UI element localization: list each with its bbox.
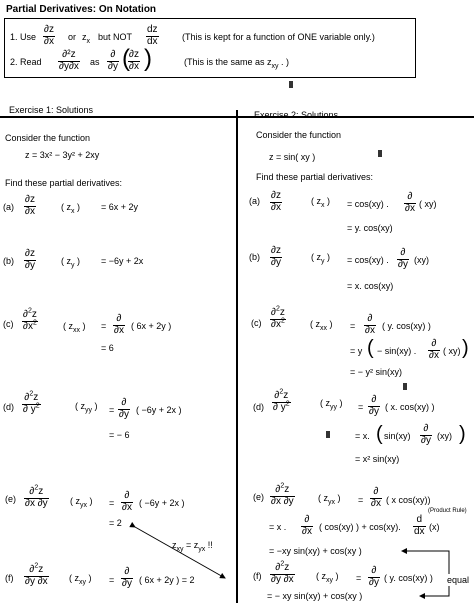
ex1-c-eq: =: [101, 321, 107, 331]
ex2-b-line2: = x. cos(xy): [347, 281, 394, 291]
ex2-c-line2c: ( xy): [443, 346, 461, 356]
ex2-e-label: (e): [253, 492, 264, 502]
notation-row2-note: (This is the same as $z_{xy}$ . ): [184, 57, 290, 70]
ex2-d-dy: ∂ ∂y: [369, 394, 379, 417]
ex2-f-label: (f): [253, 571, 262, 581]
ex2-e-ddx: $\frac{d}{dx}$: [414, 514, 425, 537]
close-paren: ): [144, 45, 152, 72]
ex1-f-expr: ( 6x + 2y ) = 2: [139, 575, 195, 585]
ex2-a-frac: $\frac{\partial z}{\partial x}$: [271, 190, 281, 213]
ex2-f-frac: $\frac{\partial^2z}{\partial y \partial x}$: [271, 560, 294, 585]
ex2-d-dy2: ∂ ∂y: [421, 423, 431, 446]
ex1-d-frac: $\frac{\partial^2z}{\partial y^2}$: [23, 390, 40, 415]
ex2-b-dy: ∂ ∂y: [398, 247, 408, 270]
ex2-e-line2c: (x): [429, 522, 440, 532]
ex1-f-label: (f): [5, 573, 14, 583]
ex2-e-line1: =: [358, 495, 364, 505]
exercise1-function: z = 3x² − 3y² + 2xy: [25, 150, 100, 160]
ex2-c-label: (c): [251, 318, 262, 328]
ex2-d-zyy: ( $z_{yy}$ ): [320, 398, 343, 411]
ex2-c-line2b: − sin(xy) .: [377, 346, 417, 356]
ex2-c-line3: = − y² sin(xy): [350, 367, 403, 377]
ex1-c-expr: ( 6x + 2y ): [131, 321, 172, 331]
equal-arrow-ex1: [135, 527, 225, 578]
ex2-f-zxy: ( $z_{xy}$ ): [316, 571, 339, 584]
page-title: Partial Derivatives: On Notation: [6, 4, 157, 15]
ex1-e-zyx: ( $z_{yx}$ ): [70, 496, 93, 509]
ex2-f-line1: =: [356, 573, 362, 583]
or-text: or: [68, 32, 77, 42]
ex1-b-result: = −6y + 2x: [101, 256, 144, 266]
ordinary-derivative-frac: $\frac{dz}{dx}$: [147, 24, 158, 47]
ex2-b-zy: ( $z_y$ ): [311, 252, 330, 265]
exercise2-find: Find these partial derivatives:: [256, 172, 374, 182]
ex1-a-frac: $\frac{\partial z}{\partial x}$: [25, 194, 35, 217]
ex2-b-frac: $\frac{\partial z}{\partial y}$: [271, 245, 281, 268]
ex2-a-dx: ∂ ∂x: [405, 191, 415, 214]
ex1-f-eq: =: [109, 575, 115, 585]
ex1-a-label: (a): [3, 202, 14, 212]
equal-label: equal: [447, 575, 470, 585]
ex2-d-frac: $\frac{\partial^2z}{\partial y^2}$: [273, 388, 290, 413]
ex1-d-zyy: ( $z_{yy}$ ): [75, 401, 98, 414]
ex1-f-zxy: ( $z_{xy}$ ): [69, 573, 92, 586]
partial-z-x-frac: $\frac{\partial z}{\partial x}$: [44, 24, 54, 47]
notation-row1-note: (This is kept for a function of ONE variable only.): [182, 32, 375, 42]
ex1-c-frac: $\frac{\partial^2z}{\partial x^2}$: [23, 307, 37, 332]
ex2-e-line2: = x .: [269, 522, 287, 532]
mixed-partial-frac: $\frac{\text{∂²z}}{\partial y\partial x}$: [59, 49, 79, 72]
ex1-b-zy: ( $z_y$ ): [61, 256, 80, 269]
ex1-d-result: = − 6: [109, 430, 130, 440]
outer-partial-y-frac: ∂ ∂y: [108, 49, 118, 72]
ex2-c-line2: = y: [350, 346, 363, 356]
equal-arrow-ex2-bottom: [420, 586, 449, 596]
ex2-c-dx: ∂ ∂x: [365, 313, 375, 336]
ex2-d-line2: = x.: [355, 431, 370, 441]
ex1-c-result: = 6: [101, 343, 114, 353]
product-rule-note: (Product Rule): [428, 508, 467, 514]
ex1-e-expr: ( −6y + 2x ): [139, 498, 185, 508]
ex2-d-line1b: ( x. cos(xy) ): [385, 402, 435, 412]
ex2-c-bracket-open: (: [367, 337, 374, 359]
ex2-a-line1b: ( xy): [419, 199, 437, 209]
ex2-a-zx: ( $z_x$ ): [311, 196, 330, 209]
ex2-b-label: (b): [249, 252, 260, 262]
open-paren: (: [122, 45, 130, 72]
ex2-a-label: (a): [249, 196, 260, 206]
as-text: as: [90, 57, 100, 67]
ex2-f-line1b: ( y. cos(xy) ): [384, 573, 433, 583]
ex1-a-result: = 6x + 2y: [101, 202, 139, 212]
ex2-c-dx2: ∂ ∂x: [429, 338, 439, 361]
inner-partial-z-x-frac: $\frac{\partial z}{\partial x}$: [129, 49, 139, 72]
ex2-c-frac: $\frac{\partial^2z}{\partial x^2}$: [271, 305, 285, 330]
ex2-f-line2: = − xy sin(xy) + cos(xy ): [267, 591, 363, 601]
ex2-e-dx: ∂ ∂x: [371, 486, 381, 509]
exercise1-consider: Consider the function: [5, 133, 91, 143]
ex2-f-dy: ∂ ∂y: [369, 565, 379, 588]
ex2-e-line3: = −xy sin(xy) + cos(xy ): [269, 546, 362, 556]
ex2-a-line2: = y. cos(xy): [347, 223, 393, 233]
ex1-b-label: (b): [3, 256, 14, 266]
ex1-d-expr: ( −6y + 2x ): [136, 405, 182, 415]
ex1-a-zx: ( $z_x$ ): [61, 202, 80, 215]
ex1-d-dy: ∂ ∂y: [119, 397, 129, 420]
ex2-c-line1: =: [350, 321, 356, 331]
but-not-text: but NOT: [98, 32, 133, 42]
ex1-e-label: (e): [5, 494, 16, 504]
ex2-d-bracket-close: ): [459, 423, 466, 445]
ex2-d-line2b: sin(xy): [384, 431, 411, 441]
ex1-c-label: (c): [3, 319, 14, 329]
exercise2-consider: Consider the function: [256, 130, 342, 140]
ex2-c-zxx: ( $z_{xx}$ ): [310, 319, 333, 332]
exercise1-find: Find these partial derivatives:: [5, 178, 123, 188]
ex2-b-line1: = cos(xy) .: [347, 255, 389, 265]
ex1-c-dx: ∂ ∂x: [114, 313, 124, 336]
ex2-c-line1b: ( y. cos(xy) ): [382, 321, 431, 331]
zx-notation: $z_x$: [82, 32, 90, 45]
ex1-e-dx: ∂ ∂x: [122, 490, 132, 513]
ex1-d-eq: =: [109, 405, 115, 415]
ex1-c-zxx: ( $z_{xx}$ ): [63, 321, 86, 334]
ex1-e-frac: $\frac{\partial^2z}{\partial x \partial y}$: [25, 484, 48, 509]
ex2-e-line1b: ( x cos(xy)): [386, 495, 431, 505]
notation-row2-num: 2. Read: [10, 57, 42, 67]
ex2-e-dx2: ∂ ∂x: [302, 514, 312, 537]
ex2-b-line1b: (xy): [414, 255, 429, 265]
ex2-d-label: (d): [253, 402, 264, 412]
ex2-c-bracket-close: ): [462, 337, 469, 359]
ex1-e-eq: =: [109, 498, 115, 508]
ex1-f-frac: $\frac{\partial^2z}{\partial y \partial x}$: [25, 562, 48, 587]
ex2-d-bracket-open: (: [376, 423, 383, 445]
equal-arrow-ex2: [402, 551, 449, 574]
ex2-e-zyx: ( $z_{yx}$ ): [318, 493, 341, 506]
ex1-e-result: = 2: [109, 518, 122, 528]
ex2-d-line3: = x² sin(xy): [355, 454, 400, 464]
exercise1-heading: Exercise 1: Solutions: [9, 105, 94, 115]
ex2-e-frac: $\frac{\partial^2z}{\partial x \partial y}$: [271, 482, 294, 507]
ex1-d-label: (d): [3, 402, 14, 412]
ex2-d-line1: =: [358, 402, 364, 412]
exercise2-heading: Exercise 2: Solutions: [254, 110, 339, 120]
notation-row1-num: 1. Use: [10, 32, 37, 42]
ex2-a-line1: = cos(xy) .: [347, 199, 389, 209]
ex2-e-line2b: ( cos(xy) ) + cos(xy).: [319, 522, 401, 532]
exercise2-function: z = sin( xy ): [269, 152, 316, 162]
ex1-b-frac: $\frac{\partial z}{\partial y}$: [25, 248, 35, 271]
ex1-equal-note: $z_{xy} = z_{yx}$ !!: [172, 540, 213, 553]
ex2-d-line2c: (xy): [437, 431, 452, 441]
ex1-f-dy: ∂ ∂y: [122, 566, 132, 589]
